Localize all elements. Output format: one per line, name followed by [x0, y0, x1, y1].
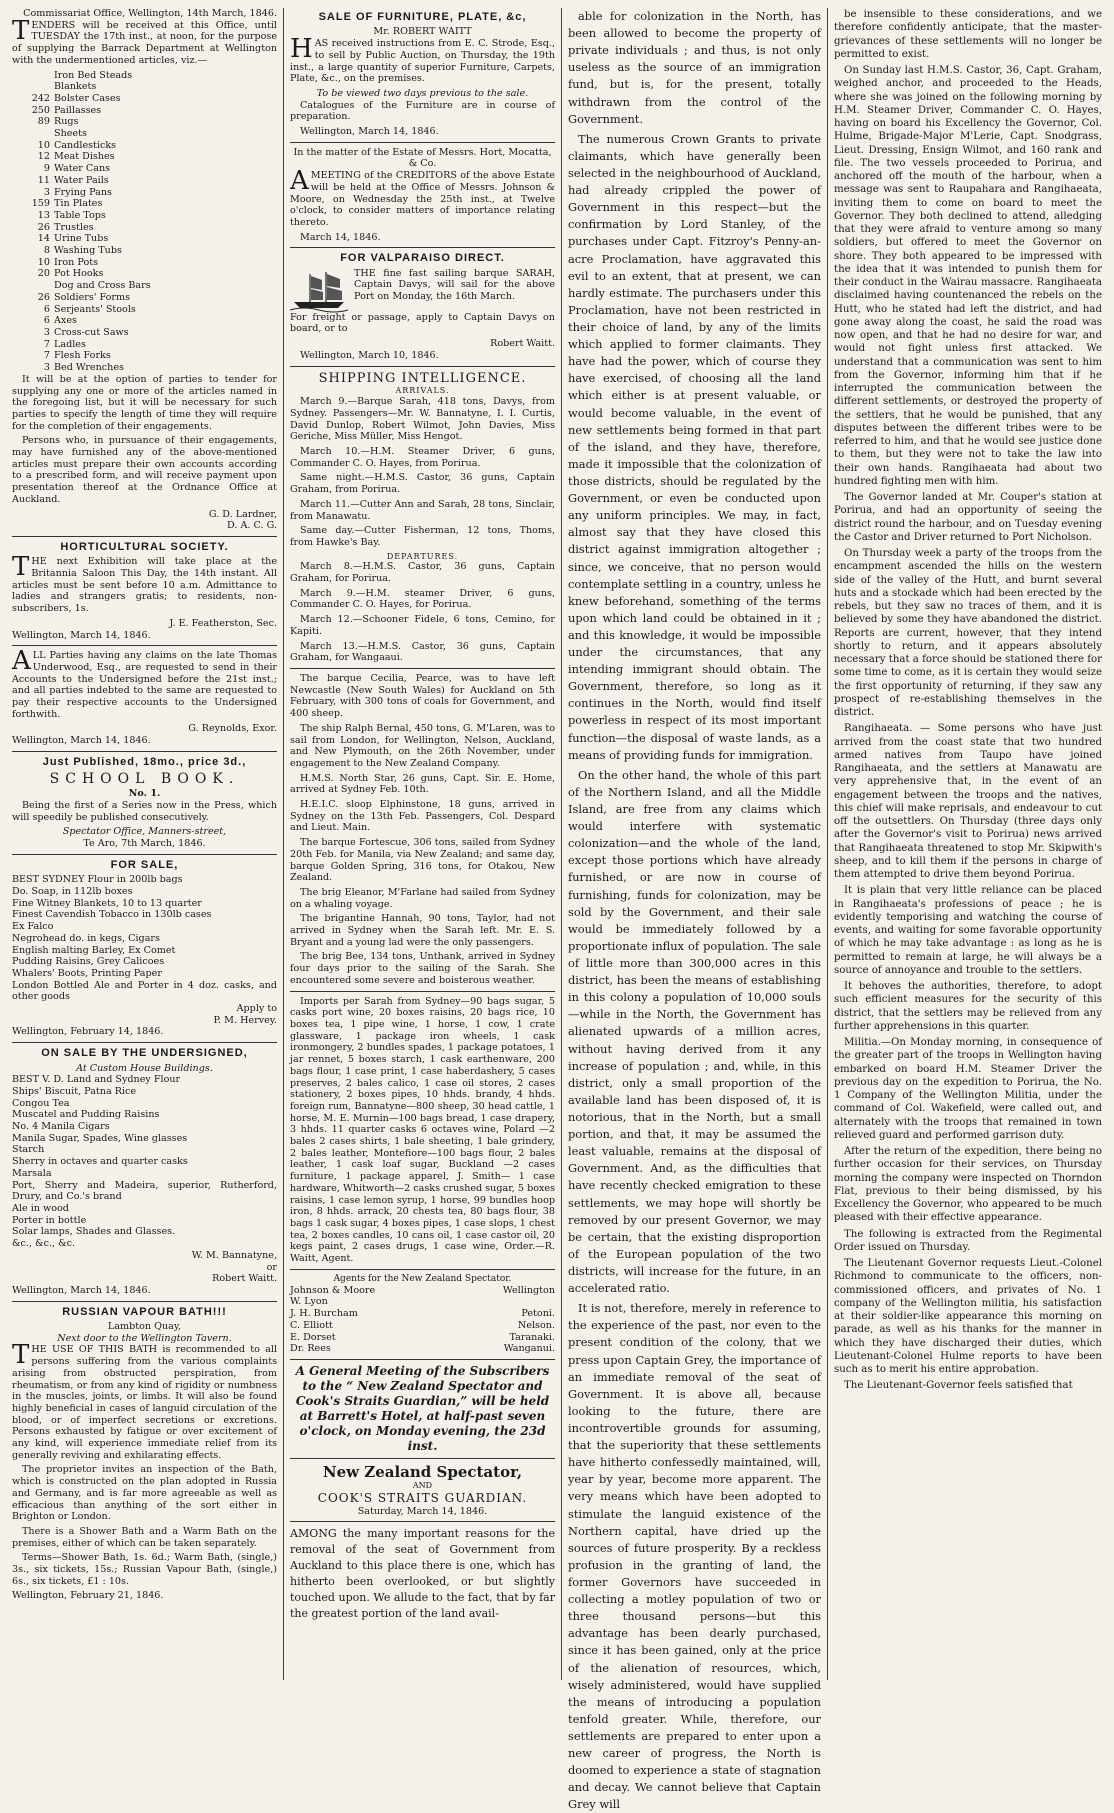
furniture-heading: SALE OF FURNITURE, PLATE, &c,: [318, 11, 527, 23]
tender-item-quantity: 12: [37, 151, 50, 163]
tender-item: [12, 327, 277, 339]
tender-item-name: Trustles: [54, 221, 94, 233]
russian-bath-place: Lambton Quay,: [107, 1321, 182, 1333]
agent-row: [290, 1343, 555, 1355]
russian-bath-heading: RUSSIAN VAPOUR BATH!!!: [62, 1305, 227, 1318]
undersigned-date: Wellington, March 14, 1846.: [12, 1284, 151, 1296]
undersigned-line: No. 4 Manila Cigars: [12, 1121, 110, 1133]
column-2: [284, 8, 562, 1680]
leader-paragraph: On the other hand, the whole of this part of the Northern Island, and all the Middle Island, are free from any claims which would interfere with systematic colonization—and the whole of the land, except those portions which have already furnished, or are now in course of furnishing, funds for colonization, may be sold by the Government, and their sale would be immediately followed by a proportionate influx of population. The sale of little more than 300,000 acres in this district, has been the means of establishing in this colony a population of 10,000 souls—while in the North, the Government has alienated upwards of a million acres, without having derived from it any increase of population ; and, while, in this district, only a small proportion of the available land has been disposed of, it is notorious, that in the North, but a small portion, and that, it may be assumed the least valuable, remains at the disposal of Government. And, as the difficulties that have recently checked emigration to these settlements, we may hope will shortly be removed by our present Governor, we may be certain, that the existing disproportion of the European population of the two districts, will increase for the future, in an accelerated ratio.: [568, 767, 821, 1296]
valparaiso-freight: For freight or passage, apply to Captain Davys on board, or to: [290, 311, 555, 335]
underwood-notice: ALL Parties having any claims on the late Thomas Underwood, Esq., are requested to send in their Accounts to the Undersigned before the 21st inst.; and all parties indebted to the same are requested to pay their respective accounts to the Undersigned forthwith.: [12, 646, 277, 720]
undersigned-signature-2: Robert Waitt.: [212, 1273, 277, 1285]
forsale-line: Pudding Raisins, Grey Calicoes: [12, 956, 165, 968]
tender-item: [12, 362, 277, 374]
undersigned-signature-1: W. M. Bannatyne,: [191, 1249, 277, 1261]
agent-row: [290, 1285, 555, 1297]
furniture-view: To be viewed two days previous to the sale.: [316, 87, 529, 99]
forsale-line: London Bottled Ale and Porter in 4 doz. casks, and other goods: [12, 979, 277, 1003]
divider: [12, 751, 277, 752]
undersigned-line: Sherry in octaves and quarter casks: [12, 1156, 188, 1168]
undersigned-line: Congou Tea: [12, 1097, 70, 1109]
arrival-entry: Same night.—H.M.S. Castor, 36 guns, Captain Graham, from Porirua.: [290, 472, 555, 496]
tender-item-name: Serjeants' Stools: [54, 303, 136, 315]
commissariat-option-text: It will be at the option of parties to tender for supplying any one or more of the articles named in the foregoing list, but it will be necessary for such parties to specify the length of time they will require for the completion of their engagements.: [12, 373, 277, 432]
russian-bath-p2: The proprietor invites an inspection of the Bath, which is constructed on the plan adopted in Russia and Germany, and is far more agreeable as well as efficacious than anything of the sort either in Brighton or London.: [12, 1464, 277, 1523]
tender-item-name: Blankets: [54, 81, 97, 93]
schoolbook-body: Being the first of a Series now in the Press, which will speedily be published consecutively.: [12, 800, 277, 823]
horticultural-body: THE next Exhibition will take place at the Britannia Saloon This Day, the 14th instant. All articles must be sent before 10 a.m. Admittance to ladies and strangers gratis; to residents, non-subscribers, 1s.: [12, 552, 277, 615]
divider: [290, 1269, 555, 1270]
forsale-heading: FOR SALE,: [110, 858, 179, 871]
tender-item-name: Candlesticks: [54, 139, 117, 151]
tender-item-quantity: 6: [43, 303, 50, 315]
tender-item: [12, 339, 277, 351]
tender-item-quantity: 26: [37, 221, 50, 233]
tender-item: [12, 105, 277, 117]
agent-name: Johnson & Moore: [290, 1284, 376, 1296]
leader-opening: AMONG the many important reasons for the removal of the seat of Government from Auckland to this place there is one, which has hitherto been overlooked, or but slightly touched upon. We allude to the fact, that by far the greatest portion of the land avail-: [290, 1527, 555, 1620]
divider: [290, 991, 555, 992]
undersigned-subheading: At Custom House Buildings.: [76, 1062, 213, 1074]
tender-item: [12, 93, 277, 105]
divider: [12, 1042, 277, 1043]
tender-item: [12, 140, 277, 152]
schoolbook-name: SCHOOL BOOK.: [49, 771, 240, 788]
tender-item-quantity: 11: [37, 174, 50, 186]
forsale-line: BEST SYDNEY Flour in 200lb bags: [12, 874, 183, 886]
tender-item-quantity: 3: [43, 326, 50, 338]
tender-item: [12, 304, 277, 316]
divider: [290, 142, 555, 143]
news-paragraph: The Lieutenant-Governor feels satisfied that: [844, 1380, 1073, 1392]
estate-date: March 14, 1846.: [300, 231, 381, 243]
news-paragraph: The Lieutenant Governor requests Lieut.-Colonel Richmond to communicate to the officers, non-commissioned officers, and privates of No. 1 company of the Wellington militia, his satisfaction at their soldier-like appearance this morning on parade, as well as his thanks for the manner in which they have discharged their duties, which Lieutenant-Colonel Hulme reports to have been such as to merit his entire approbation.: [834, 1258, 1102, 1375]
masthead-subtitle: COOK'S STRAITS GUARDIAN.: [317, 1490, 528, 1505]
undersigned-line: Muscatel and Pudding Raisins: [12, 1109, 160, 1121]
arrival-entry: March 11.—Cutter Ann and Sarah, 28 tons, Sinclair, from Manawatu.: [290, 498, 555, 522]
tender-item: [12, 163, 277, 175]
tender-item-quantity: 3: [43, 362, 50, 374]
divider: [290, 668, 555, 669]
departure-entry: March 8.—H.M.S. Castor, 36 guns, Captain Graham, for Porirua.: [290, 561, 555, 585]
tender-item-quantity: 159: [31, 198, 50, 210]
divider: [290, 247, 555, 248]
agents-heading: Agents for the New Zealand Spectator.: [333, 1273, 512, 1284]
news-paragraph: The Governor landed at Mr. Couper's station at Porirua, and had an opportunity of seeing the district round the harbour, and on Tuesday evening the Castor and Driver returned to Port Nicholson.: [834, 492, 1102, 543]
general-meeting-notice: A General Meeting of the Subscribers to the “ New Zealand Spectator and Cook's Straits Guardian,” will be held at Barrett's Hotel, at half-past seven o'clock, on Monday evening, the 23d inst.: [295, 1363, 550, 1453]
forsale-line: Whalers' Boots, Printing Paper: [12, 967, 162, 979]
schoolbook-number: No. 1.: [128, 788, 161, 800]
undersigned-line: Marsala: [12, 1167, 52, 1179]
agent-name: Dr. Rees: [290, 1343, 331, 1355]
divider: [12, 536, 277, 537]
masthead-date: Saturday, March 14, 1846.: [357, 1505, 488, 1517]
forsale-signature: P. M. Hervey.: [213, 1014, 277, 1026]
undersigned-or: or: [266, 1261, 277, 1273]
leader-paragraph: able for colonization in the North, has been allowed to become the property of private individuals ; and thus, is not only useless as the source of an immigration fund, but is, for the present, totally withdrawn from the control of the Government.: [568, 9, 821, 126]
tender-item-quantity: 10: [37, 256, 50, 268]
tender-item: [12, 70, 277, 82]
valparaiso-heading: FOR VALPARAISO DIRECT.: [340, 252, 505, 265]
tender-item-quantity: 7: [43, 350, 50, 362]
masthead-title: New Zealand Spectator,: [322, 1462, 523, 1481]
tender-item-name: Water Pails: [54, 174, 109, 186]
shipping-news-item: H.M.S. North Star, 26 guns, Capt. Sir. E. Home, arrived at Sydney Feb. 10th.: [290, 772, 555, 796]
estate-body: AMEETING of the CREDITORS of the above Estate will be held at the Office of Messrs. Johnson & Moore, on Wednesday the 25th inst., at Twelve o'clock, to consider matters of importance relating thereto.: [290, 166, 555, 228]
agent-row: [290, 1308, 555, 1320]
column-1: [6, 8, 284, 1680]
tender-item: [12, 198, 277, 210]
forsale-date: Wellington, February 14, 1846.: [12, 1026, 164, 1038]
tender-item: [12, 268, 277, 280]
schoolbook-place: Te Aro, 7th March, 1846.: [83, 838, 206, 850]
furniture-body: HAS received instructions from E. C. Strode, Esq., to sell by Public Auction, on Thursday, the 19th inst., a large quantity of superior Furniture, Carpets, Plate, &c., on the premises.: [290, 34, 555, 85]
news-paragraph: It behoves the authorities, therefore, to adopt such efficient measures for the security of this district, that the settlers may be relieved from any further apprehensions in this quarter.: [834, 981, 1102, 1032]
commissariat-signature: G. D. Lardner,: [208, 508, 277, 520]
departure-entry: March 12.—Schooner Fidele, 6 tons, Cemino, for Kapiti.: [290, 614, 555, 637]
news-paragraph: Militia.—On Monday morning, in consequence of the greater part of the troops in Wellington having embarked on board H.M. Steamer Driver the previous day on the expedition to Porirua, the No. 1 Company of the Wellington Militia, under the command of Col. Wakefield, were called out, and alternately with the troops that remained in town relieved guard and performed garrison duty.: [834, 1037, 1102, 1141]
tender-item-name: Tin Plates: [54, 198, 103, 210]
tender-item-name: Paillasses: [54, 104, 102, 116]
commissariat-title: D. A. C. G.: [227, 520, 277, 532]
valparaiso-signature: Robert Waitt.: [490, 338, 555, 350]
arrivals-label: ARRIVALS.: [395, 386, 450, 396]
tender-item-name: Bolster Cases: [54, 92, 121, 104]
underwood-signature: G. Reynolds, Exor.: [188, 723, 277, 735]
shipping-news-item: The ship Ralph Bernal, 450 tons, G. M'Laren, was to sail from London, for Wellington, Nelson, Auckland, and New Plymouth, on the 26th November, under engagement to the New Zealand Company.: [290, 722, 555, 769]
tender-item-name: Iron Pots: [54, 256, 99, 268]
arrival-entry: March 9.—Barque Sarah, 418 tons, Davys, from Sydney. Passengers—Mr. W. Bannatyne, I. I. Curtis, David Dunlop, Robert Wilmot, John Davies, Miss Geriche, Miss Müller, Miss Hengot.: [290, 396, 555, 443]
russian-bath-p3: There is a Shower Bath and a Warm Bath on the premises, either of which can be taken separately.: [12, 1525, 277, 1549]
valparaiso-notice: [290, 268, 555, 312]
tender-item-quantity: 6: [43, 315, 50, 327]
tender-item: [12, 116, 277, 128]
tender-item-name: Iron Bed Steads: [54, 69, 133, 81]
undersigned-list: [12, 1074, 277, 1250]
tender-item-name: Washing Tubs: [54, 245, 122, 257]
tender-items-list: [12, 70, 277, 374]
tender-item-name: Ladles: [54, 338, 86, 350]
tender-item: [12, 81, 277, 93]
divider: [290, 1521, 555, 1522]
agent-name: W. Lyon: [290, 1296, 328, 1308]
forsale-line: Negrohead do. in kegs, Cigars: [12, 932, 160, 944]
schoolbook-office: Spectator Office, Manners-street,: [62, 826, 227, 838]
tender-item: [12, 151, 277, 163]
tender-item: [12, 292, 277, 304]
agent-name: J. H. Burcham: [290, 1308, 358, 1320]
divider: [290, 366, 555, 367]
shipping-news-item: The brig Eleanor, M'Farlane had sailed from Sydney on a whaling voyage.: [290, 886, 555, 910]
news-paragraph: The following is extracted from the Regimental Order issued on Thursday.: [834, 1228, 1102, 1253]
sailing-ship-icon: [290, 268, 348, 312]
shipping-news-item: The brigantine Hannah, 90 tons, Taylor, had not arrived in Sydney when the Sarah left. Mr. E. S. Bryant and a young lad were the only passengers.: [290, 913, 555, 948]
tender-item: [12, 245, 277, 257]
column-4: [828, 8, 1108, 1680]
undersigned-line: &c., &c., &c.: [12, 1238, 76, 1250]
shipping-news-item: H.E.I.C. sloop Elphinstone, 18 guns, arrived in Sydney on the 13th Feb. Passengers, Col. Despard and Lieut. Main.: [290, 799, 555, 834]
tender-item: [12, 128, 277, 140]
imports-text: Imports per Sarah from Sydney—90 bags sugar, 5 casks port wine, 20 boxes raisins, 20 bags rice, 10 boxes tea, 1 pipe wine, 1 horse, 1 cow, 1 crate glassware, 1 package iron wheels, 1 cask ironmongery, 2 bundles spades, 1 package potatoes, 1 jar rennet, 5 boxes starch, 1 cask earthenware, 200 bags flour, 1 case print, 1 case haberdashery, 5 cases preserves, 2 bales calico, 1 case oil stores, 2 cases stationery, 2 boxes pipes, 10 hhds. brandy, 4 hhds. foreign rum, Bannatyne—800 sheep, 30 head cattle, 1 horse, M. E. Murnin—100 bags bread, 1 case drapery, 3 hhds. 11 quarter casks 6 octaves wine, Polard —2 bales 2 cases shirts, 1 bale sheeting, 1 bale grindery, 2 bales leather, Montefiore—100 bags flour, 2 bales leather, 1 cask loaf sugar, Buckland —2 cases furniture, 1 package apparel, J. Smith— 1 case hardware, Whitworth—2 casks crushed sugar, 5 boxes raisins, 1 case lemon syrup, 1 horse, 99 bundles hoop iron, 8 hhds. arrack, 20 chests tea, 80 bags flour, 38 bags 1 cask sugar, 4 boxes pipes, 1 case slops, 1 chest tea, 2 boxes candles, 10 cans oil, 1 case castor oil, 20 kegs paint, 2 cases drugs, 1 case wine, Order.—R. Waitt, Agent.: [290, 995, 555, 1265]
undersigned-line: Port, Sherry and Madeira, superior, Rutherford, Drury, and Co.'s brand: [12, 1179, 277, 1203]
russian-bath-terms: Terms—Shower Bath, 1s. 6d.; Warm Bath, (single,) 3s., six tickets, 15s.; Russian Vapour Bath, (single,) 6s., six tickets, £1 : 10s.: [12, 1552, 277, 1587]
leader-paragraph: The numerous Crown Grants to private claimants, which have generally been selected in the neighbourhood of Auckland, had already crippled the power of Government in this respect—but the confirmation by Lord Stanley, of the purchases under Capt. Fitzroy's Penny-an-acre Proclamation, have aggravated this evil to an extent, that at present, we can hardly estimate. The purchasers under this Proclamation, have not been restricted in their choice of land, by any of the limits which applied to former claimants. They have had the power, which of course they have exercised, of choosing all the land which either is at present valuable, or would become valuable, in the event of new settlements being formed in that part of the island, and they have, therefore, made it impossible that the colonization of those districts, should be regulated by the Government, or even be conducted upon any uniform principles. We may, in fact, almost say that they have closed this district against immigration altogether ; since, we conceive, that no person would contemplate settling in a country, unless he knew beforehand, something of the terms upon which land could be obtained in it ; and this knowledge, it would be impossible under the circumstances, that any intending immigrant should obtain. The Government, therefore, so long as it continues in the North, would find itself powerless in respect of its most important function—the disposal of waste lands, as a means of providing funds for immigration.: [568, 131, 821, 762]
agent-row: [290, 1320, 555, 1332]
shipping-heading: SHIPPING INTELLIGENCE.: [318, 370, 527, 386]
tender-item: [12, 257, 277, 269]
agent-place: Wanganui.: [503, 1343, 555, 1355]
valparaiso-body: THE fine fast sailing barque SARAH, Captain Davys, will sail for the above Port on Monday, the 16th March.: [354, 267, 555, 303]
tender-item: [12, 233, 277, 245]
tender-item: [12, 350, 277, 362]
valparaiso-date: Wellington, March 10, 1846.: [300, 349, 439, 361]
leader-paragraph: It is not, therefore, merely in reference to the experience of the past, nor even to the present condition of the colony, that we press upon Captain Grey, the importance of an immediate removal of the seat of Government. It is above all, because looking to the future, there are incontrovertible grounds for assuming, that the superiority that these settlements have hitherto confessedly maintained, will, year by year, become more apparent. The very means which have been adopted to stimulate the languid existence of the Northern capital, have dried up the sources of future prosperity. By a reckless profusion in the granting of land, the former Governors have succeeded in collecting a motley population of two or three thousand persons—but this advantage has been dearly purchased, since it has been gained, only at the price of the alienation of resources, which, wisely administered, would have supplied the means of introducing a population tenfold greater. While, therefore, our settlements are prepared to enter upon a new career of progress, the North is doomed to experience a state of stagnation and decay. We cannot believe that Captain Grey will: [568, 1301, 821, 1812]
estate-heading: In the matter of the Estate of Messrs. Hort, Mocatta, & Co.: [293, 146, 552, 170]
shipping-news-item: The barque Cecilia, Pearce, was to have left Newcastle (New South Wales) for Auckland on 5th February, with 300 tons of coals for Government, and 400 sheep.: [290, 673, 555, 720]
undersigned-line: Solar lamps, Shades and Glasses.: [12, 1226, 176, 1238]
forsale-line: Finest Cavendish Tobacco in 130lb cases: [12, 909, 212, 921]
agent-place: Nelson.: [517, 1319, 555, 1331]
tender-item-quantity: 89: [37, 116, 50, 128]
commissariat-tender-notice: TENDERS will be received at this Office, until TUESDAY the 17th inst., at noon, for the purpose of supplying the Barrack Department at Wellington with the undermentioned articles, viz.—: [12, 15, 277, 66]
news-paragraph: Rangihaeata. — Some persons who have just arrived from the coast state that two hundred armed natives from Taupo have joined Rangihaeata, and the settlers at Manawatu are very apprehensive that, in the event of an engagement between the troops and the natives, this chief will make reprisals, and endeavour to cut off the outsettlers. On Thursday (three days only after the Governor's visit to Porirua) news arrived that Rangihaeata threatened to stop Mr. Skipwith's sheep, and to kill them if the persons in charge of them attempted to drive them beyond Porirua.: [834, 723, 1102, 880]
furniture-date: Wellington, March 14, 1846.: [300, 126, 439, 138]
agent-row: [290, 1332, 555, 1344]
tender-item-quantity: 13: [37, 209, 50, 221]
news-paragraph: be insensible to these considerations, and we therefore confidently anticipate, that the master-grievances of these settlements will no longer be permitted to exist.: [834, 9, 1102, 60]
agent-name: C. Elliott: [290, 1319, 333, 1331]
arrival-entry: Same day.—Cutter Fisherman, 12 tons, Thoms, from Hawke's Bay.: [290, 525, 555, 548]
arrivals-list: [290, 396, 555, 548]
departures-label: DEPARTURES.: [386, 551, 459, 561]
undersigned-line: Ships' Biscuit, Patna Rice: [12, 1085, 137, 1097]
commissariat-payment-text: Persons who, in pursuance of their engagements, may have furnished any of the above-mentioned articles must prepare their own accounts according to a prescribed form, and will receive payment upon presentation thereof at the Ordnance Office at Auckland.: [12, 435, 277, 505]
departures-list: [290, 561, 555, 664]
masthead-and: AND: [412, 1481, 433, 1491]
tender-item-name: Urine Tubs: [54, 233, 109, 245]
shipping-news-list: [290, 673, 555, 987]
tender-item-quantity: 242: [31, 92, 50, 104]
tender-item-quantity: 26: [37, 291, 50, 303]
schoolbook-heading: Just Published, 18mo., price 3d.,: [42, 755, 247, 768]
tender-item-name: Axes: [54, 315, 77, 327]
column-3: [562, 8, 828, 1812]
horticultural-signature: J. E. Featherston, Sec.: [169, 617, 277, 629]
tender-item: [12, 175, 277, 187]
divider: [12, 645, 277, 646]
tender-item: [12, 315, 277, 327]
tender-item-name: Bed Wrenches: [54, 362, 124, 374]
agents-table: [290, 1285, 555, 1355]
tender-item-quantity: 9: [43, 163, 50, 175]
departure-entry: March 9.—H.M. steamer Driver, 6 guns, Commander C. O. Hayes, for Porirua.: [290, 587, 555, 611]
forsale-apply: Apply to: [236, 1003, 277, 1015]
tender-item-quantity: 3: [43, 186, 50, 198]
furniture-seller: Mr. ROBERT WAITT: [373, 26, 472, 38]
tender-item-quantity: 14: [37, 233, 50, 245]
tender-item-name: Rugs: [54, 116, 79, 128]
news-paragraph: On Thursday week a party of the troops from the encampment ascended the hills on the western side of the valley of the Hutt, and burnt several huts and a stockade which had been erected by the rebels, but they saw no traces of them, and it is believed by some they have abandoned the district. Reports are current, however, that they intend shortly to return, and it appears absolutely necessary that a force should be stationed there for some time to come, as it is certain they would seize the first opportunity of returning, if they saw any prospect of re-establishing themselves in the district.: [834, 548, 1102, 718]
agent-place: Wellington: [502, 1284, 555, 1296]
tender-item: [12, 222, 277, 234]
news-paragraph: It is plain that very little reliance can be placed in Rangihaeata's professions of peace ; he is evidently temporising and watching the course of events, and waiting for some favorable opportunity of which he may take advantage : as long as he is permitted to remain at large, he will always be a source of annoyance and trouble to the settlers.: [834, 885, 1102, 976]
shipping-news-item: The barque Fortescue, 306 tons, sailed from Sydney 20th Feb. for Manila, via New Zealand; and same day, barque Golden Spring, 316 tons, for Otakou, New Zealand.: [290, 837, 555, 884]
russian-bath-p1: THE USE OF THIS BATH is recommended to all persons suffering from the various complaints arising from obstructed perspiration, from rheumatism, or from any kind of rigidity or numbness in the muscles, joints, or limbs. It will also be found highly beneficial in cases of languid circulation of the blood, or of imperfect secretions or excretions. Persons exhausted by fatigue or over excitement of any kind, will experience immediate relief from its generally reviving and exhilarating effects.: [12, 1340, 277, 1461]
tender-item-name: Sheets: [54, 128, 87, 140]
tender-item-name: Cross-cut Saws: [54, 326, 129, 338]
undersigned-line: Ale in wood: [12, 1202, 69, 1214]
divider: [12, 854, 277, 855]
tender-item-quantity: 7: [43, 338, 50, 350]
departure-entry: March 13.—H.M.S. Castor, 36 guns, Captain Graham, for Wangaaui.: [290, 640, 555, 664]
tender-item-quantity: 20: [37, 268, 50, 280]
forsale-line: English malting Barley, Ex Comet: [12, 944, 176, 956]
tender-item-name: Pot Hooks: [54, 268, 104, 280]
tender-item: [12, 210, 277, 222]
forsale-line: Ex Falco: [12, 921, 54, 933]
tender-item: [12, 187, 277, 199]
horticultural-date: Wellington, March 14, 1846.: [12, 629, 151, 641]
undersigned-line: Starch: [12, 1144, 45, 1156]
shipping-news-item: The brig Bee, 134 tons, Unthank, arrived in Sydney four days prior to the sailing of the Sarah. She encountered some severe and boisterous weather.: [290, 951, 555, 986]
furniture-catalogue: Catalogues of the Furniture are in course of preparation.: [290, 99, 555, 123]
divider: [290, 1458, 555, 1459]
tender-item-quantity: 10: [37, 139, 50, 151]
divider: [12, 1301, 277, 1302]
tender-item-quantity: 8: [43, 245, 50, 257]
tender-item: [12, 280, 277, 292]
russian-bath-date: Wellington, February 21, 1846.: [12, 1590, 164, 1602]
horticultural-heading: HORTICULTURAL SOCIETY.: [60, 540, 229, 553]
news-paragraph: After the return of the expedition, there being no further occasion for their services, on Thursday morning the company were inspected on Thorndon Flat, previous to their being dismissed, by his Excellency the Governor, who appeared to be much pleased with their effective appearance.: [834, 1146, 1102, 1224]
tender-item-name: Water Cans: [54, 163, 111, 175]
tender-item-name: Flesh Forks: [54, 350, 111, 362]
tender-item-quantity: 250: [31, 104, 50, 116]
undersigned-line: BEST V. D. Land and Sydney Flour: [12, 1074, 181, 1086]
news-paragraph: On Sunday last H.M.S. Castor, 36, Capt. Graham, weighed anchor, and proceeded to the Heads, where she was joined on the following morning by H.M. Steamer Driver, Commander C. O. Hayes, having on board his Excellency the Governor, Col. Hulme, Brigade-Major M'Lerie, Capt. Snodgrass, Lieut. Dressing, Ensign Wilmot, and 160 rank and file. The two vessels proceeded to Porirua, and anchored off the mouth of the harbour, when a message was sent to Raupahara and Rangihaeata, inviting them to come on board to meet the Governor. They both declined to attend, alledging that they were afraid to venture among so many soldiers, but offered to meet the Governor on shore. They both appeared to be impressed with the idea that it was intended to punish them for their conduct in the Wairau massacre. Rangihaeata disclaimed having countenanced the rebels on the Hutt, who he stated had left the district, and had gone away along the coast, he said the road was now open, and that he had no desire for war, and would not fight unless first attacked. We understand that a communication was sent to him from the Governor, informing him that if he interrupted the communication between the different settlements, or destroyed the property of the settlers, that he would be punished, that any disputes between the different tribes were to be referred to him, and that he would see justice done to them, but they were not to take the law into their own hands. Rangihaeata had about two hundred fighting men with him.: [834, 65, 1102, 487]
divider: [290, 1359, 555, 1360]
forsale-line: Fine Witney Blankets, 10 to 13 quarter: [12, 897, 202, 909]
tender-item-name: Meat Dishes: [54, 151, 115, 163]
agent-name: E. Dorset: [290, 1331, 336, 1343]
agent-place: Petoni.: [521, 1308, 555, 1320]
commissariat-office-line: Commissariat Office, Wellington, 14th March, 1846.: [23, 8, 277, 19]
tender-item-name: Table Tops: [54, 209, 106, 221]
undersigned-line: Manila Sugar, Spades, Wine glasses: [12, 1132, 188, 1144]
tender-item-name: Dog and Cross Bars: [54, 280, 151, 292]
forsale-line: Do. Soap, in 112lb boxes: [12, 886, 133, 897]
tender-item-name: Soldiers' Forms: [54, 291, 131, 303]
undersigned-heading: ON SALE BY THE UNDERSIGNED,: [41, 1047, 248, 1060]
arrival-entry: March 10.—H.M. Steamer Driver, 6 guns, Commander C. O. Hayes, from Porirua.: [290, 446, 555, 469]
tender-item-name: Frying Pans: [54, 186, 112, 198]
underwood-date: Wellington, March 14, 1846.: [12, 735, 151, 747]
agent-place: Taranaki.: [509, 1331, 555, 1343]
agent-row: [290, 1296, 555, 1308]
forsale-list: [12, 874, 277, 1003]
russian-bath-sub: Next door to the Wellington Tavern.: [57, 1332, 232, 1344]
undersigned-line: Porter in bottle: [12, 1214, 87, 1226]
